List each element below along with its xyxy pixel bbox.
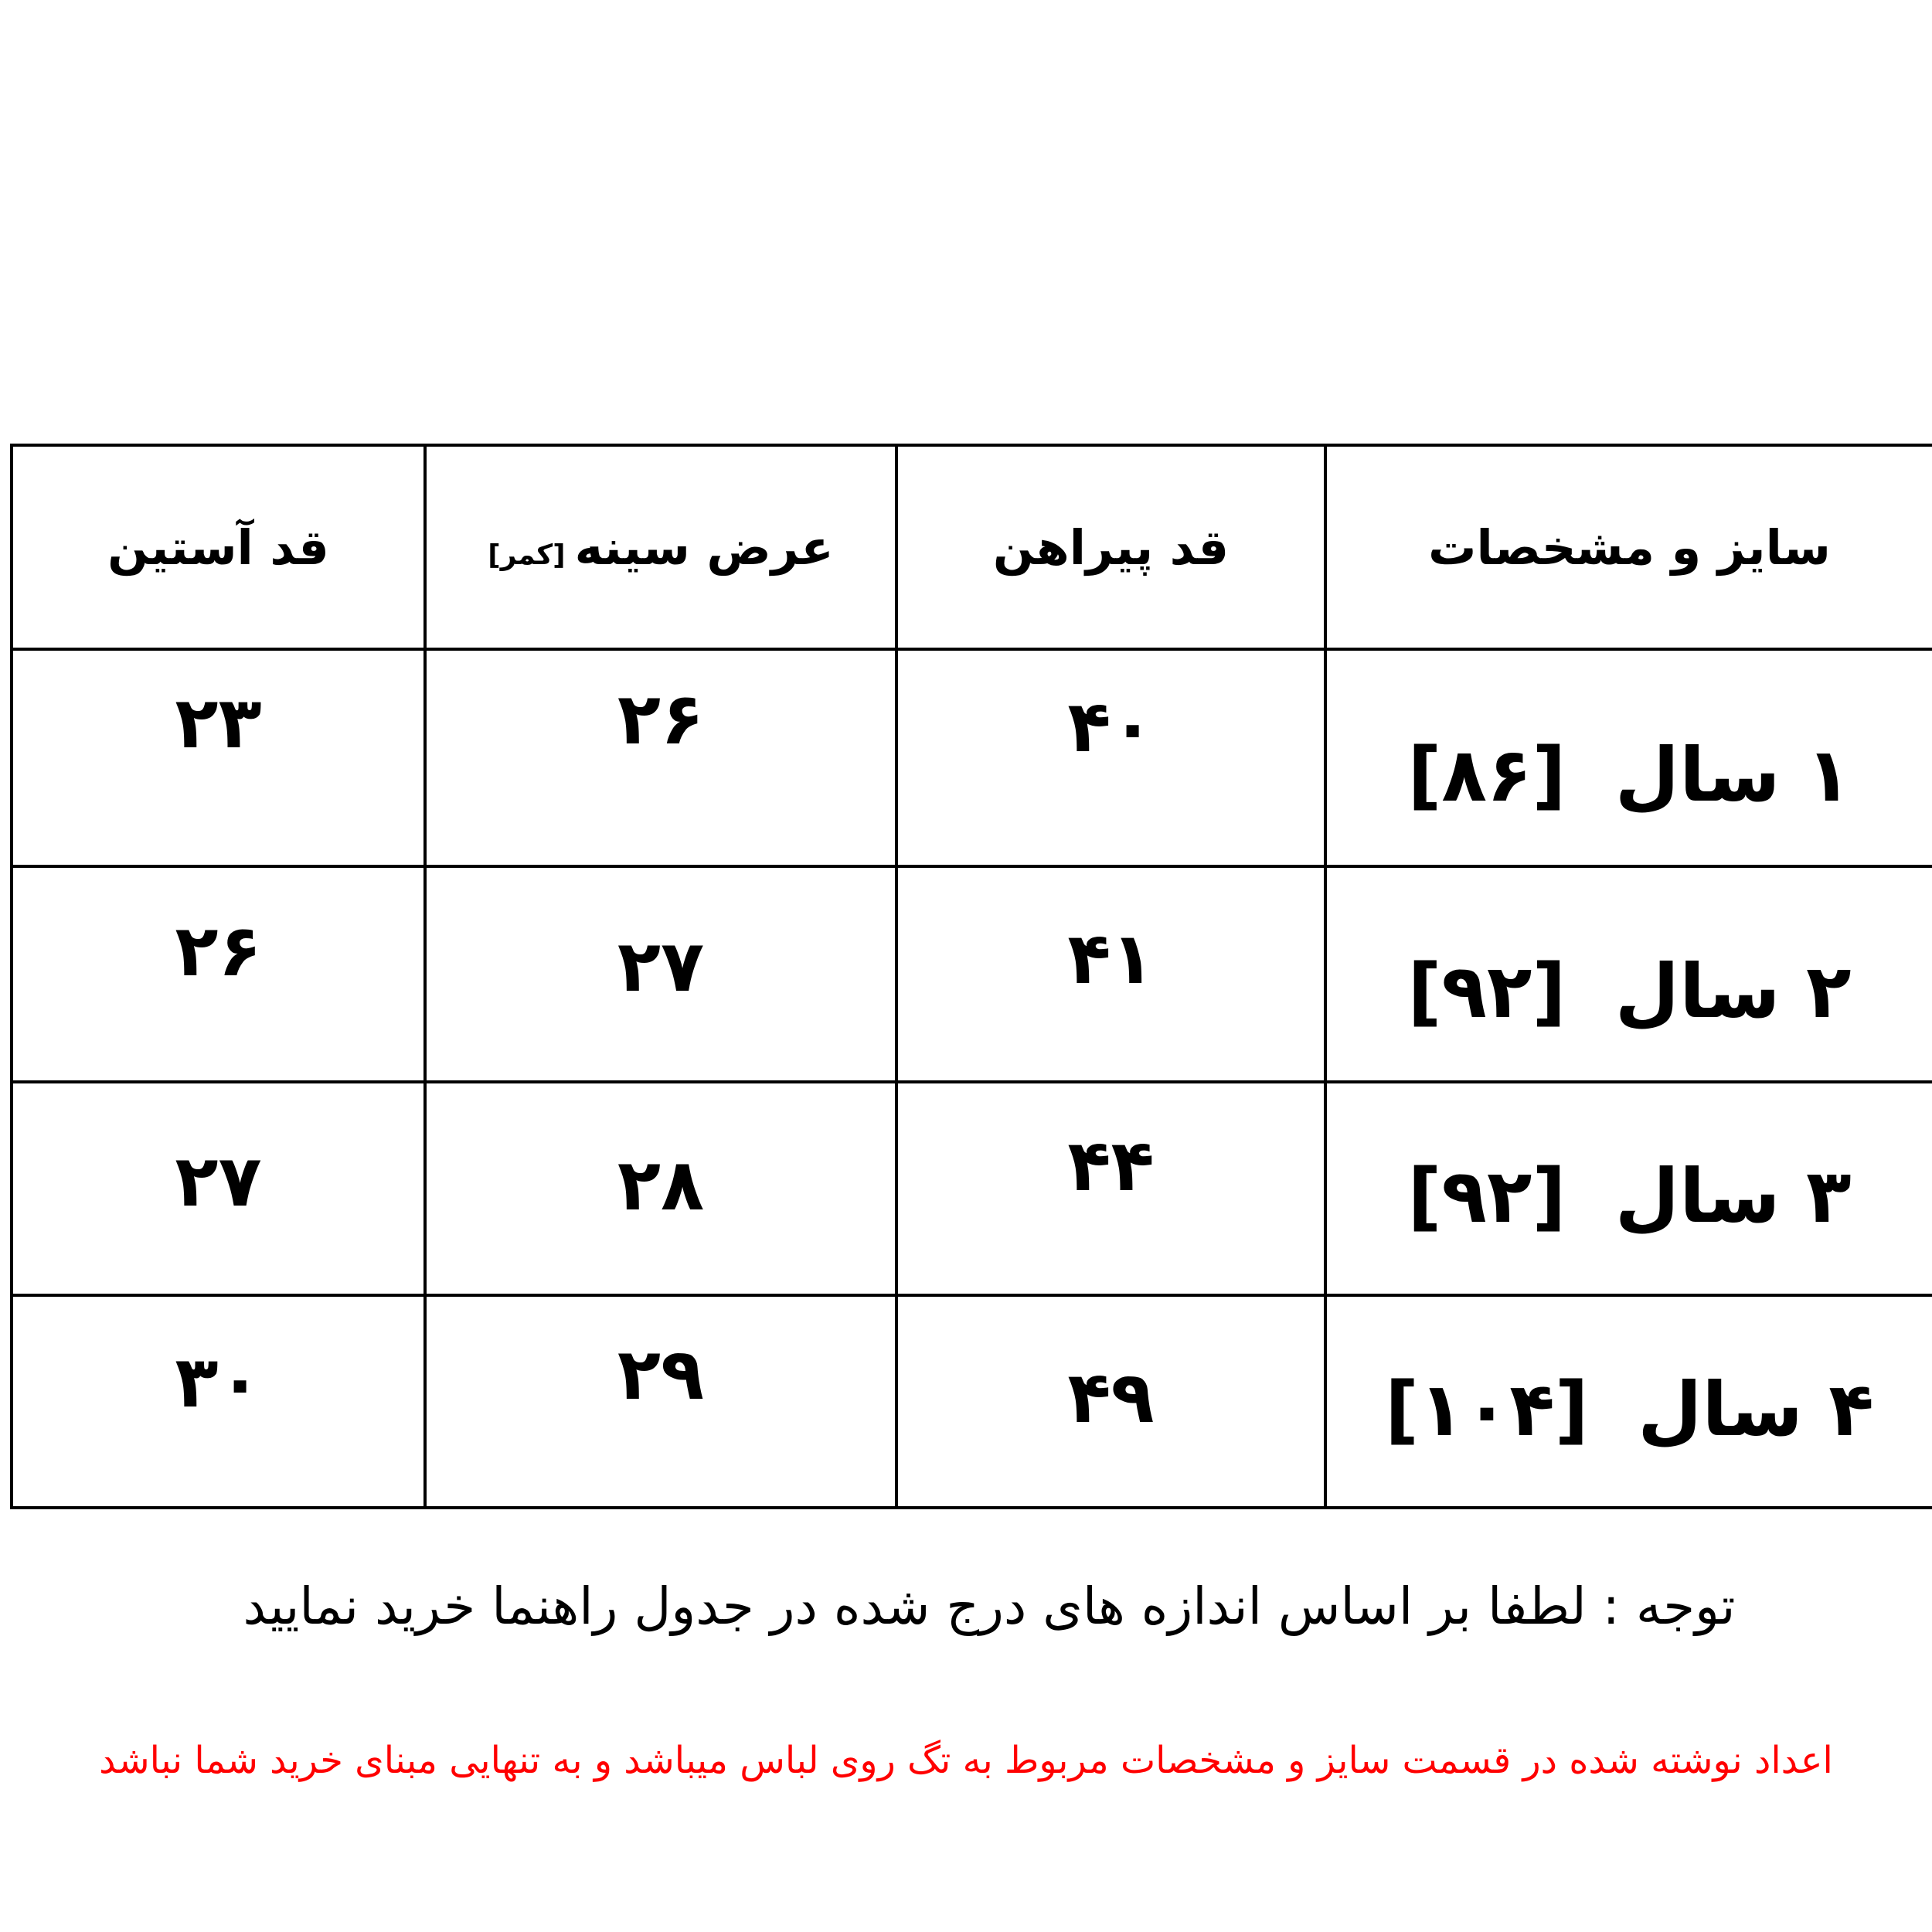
size-cell <box>1325 649 1932 866</box>
header-chest-width-label: عرض سینه <box>574 519 834 576</box>
chest-width-cell <box>425 1295 896 1508</box>
table-row <box>12 1082 1932 1295</box>
header-chest-width <box>425 445 896 649</box>
header-dress-length-label: قد پیراهن <box>992 519 1230 576</box>
header-dress-length <box>896 445 1325 649</box>
table-header-row <box>12 445 1932 649</box>
dress-length-value: ۴۰ <box>1067 685 1155 768</box>
header-chest-width-sublabel: [کمر] <box>488 539 566 571</box>
chest-width-cell <box>425 649 896 866</box>
chest-width-value: ۲۷ <box>617 925 705 1008</box>
chest-width-value: ۲۹ <box>617 1333 705 1416</box>
size-cell <box>1325 1082 1932 1295</box>
sleeve-length-cell <box>12 1295 425 1508</box>
dress-length-cell <box>896 1082 1325 1295</box>
size-tag: [۱۰۴] <box>1385 1366 1589 1453</box>
table-row <box>12 866 1932 1082</box>
dress-length-cell <box>896 866 1325 1082</box>
chest-width-value: ۲۸ <box>617 1143 705 1226</box>
sleeve-length-cell <box>12 1082 425 1295</box>
sleeve-length-cell <box>12 866 425 1082</box>
header-sleeve-length-label: قد آستین <box>107 519 329 576</box>
dress-length-value: ۴۴ <box>1067 1124 1155 1207</box>
size-chart-table <box>10 444 1932 1509</box>
dress-length-cell <box>896 1295 1325 1508</box>
sleeve-length-cell <box>12 649 425 866</box>
header-sleeve-length <box>12 445 425 649</box>
table-row <box>12 1295 1932 1508</box>
size-tag: [۹۲] <box>1407 947 1566 1035</box>
chest-width-cell <box>425 866 896 1082</box>
dress-length-value: ۴۹ <box>1067 1356 1155 1439</box>
dress-length-value: ۴۱ <box>1067 917 1155 1000</box>
header-size-specs <box>1325 445 1932 649</box>
size-tag: [۸۶] <box>1407 731 1566 818</box>
size-tag: [۹۲] <box>1407 1153 1566 1240</box>
size-age: ۳ سال <box>1614 1153 1852 1240</box>
chest-width-cell <box>425 1082 896 1295</box>
sleeve-length-value: ۲۳ <box>175 682 262 764</box>
chest-width-value: ۲۶ <box>617 678 705 760</box>
size-age: ۲ سال <box>1614 947 1852 1035</box>
table-row <box>12 649 1932 866</box>
dress-length-cell <box>896 649 1325 866</box>
size-cell <box>1325 866 1932 1082</box>
size-age: ۱ سال <box>1614 731 1852 818</box>
sleeve-length-value: ۲۷ <box>175 1139 262 1223</box>
sleeve-length-value: ۲۶ <box>175 910 262 992</box>
size-age: ۴ سال <box>1638 1366 1874 1453</box>
purchase-note: توجه : لطفا بر اساس اندازه های درج شده در جدول راهنما خرید نمایید <box>243 1577 1736 1636</box>
header-size-specs-label: سایز و مشخصات <box>1428 519 1831 576</box>
size-tag-warning: اعداد نوشته شده در قسمت سایز و مشخصات مربوط به تگ روی لباس میباشد و به تنهایی مبنای خرید شما نباشد <box>99 1739 1833 1782</box>
sleeve-length-value: ۳۰ <box>175 1341 262 1423</box>
size-cell <box>1325 1295 1932 1508</box>
